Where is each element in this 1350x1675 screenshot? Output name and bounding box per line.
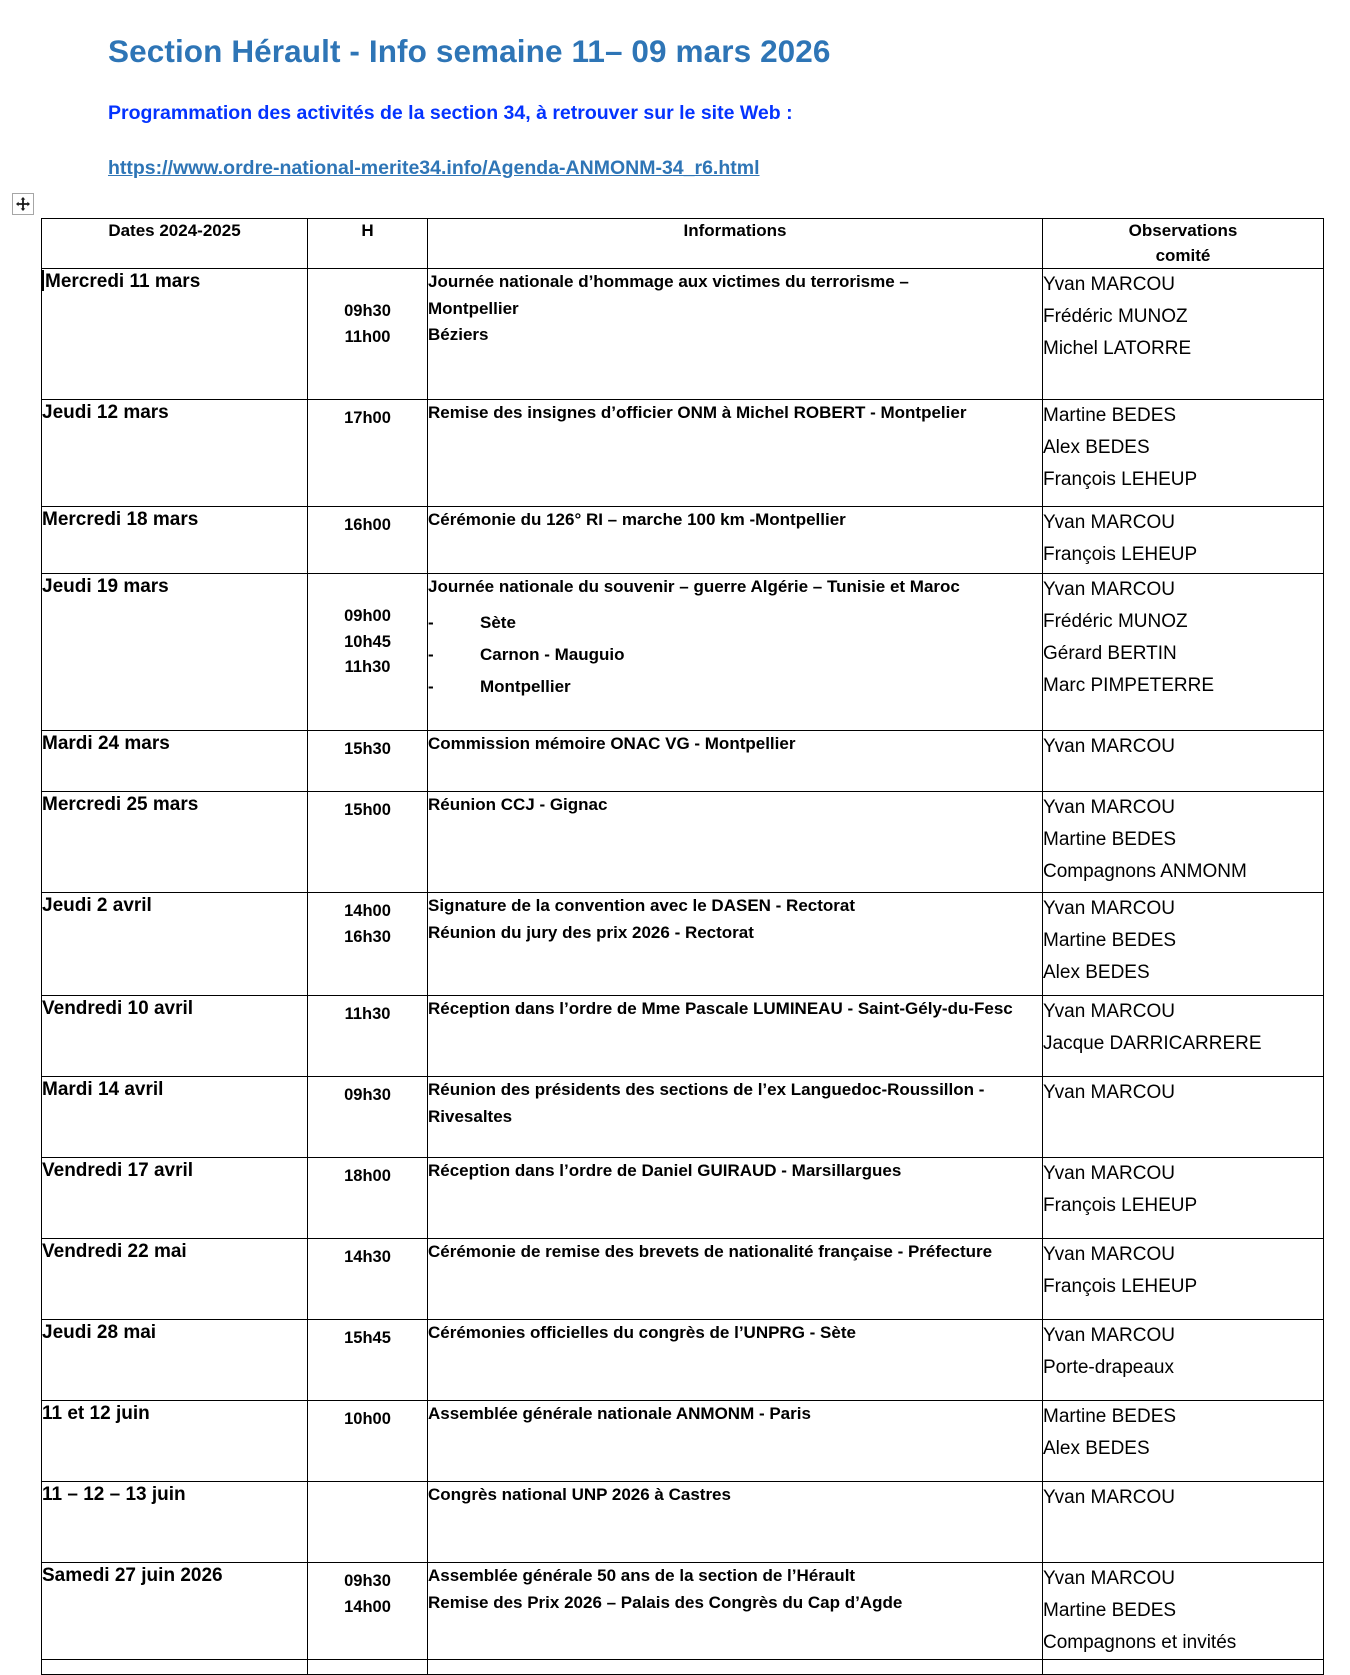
hour-line: 14h30 [344, 1248, 391, 1267]
cell-hour[interactable] [308, 893, 428, 996]
cell-observations[interactable] [1043, 1660, 1324, 1675]
observation-line: Yvan MARCOU [1043, 512, 1175, 534]
cell-hour[interactable] [308, 1077, 428, 1158]
observation-line: Yvan MARCOU [1043, 1568, 1175, 1590]
info-line: Remise des insignes d’officier ONM à Michel ROBERT - Montpelier [428, 403, 967, 423]
agenda-table [41, 218, 1324, 1675]
cell-informations[interactable] [428, 996, 1043, 1077]
cell-date[interactable] [42, 1660, 308, 1675]
page-subtitle: Programmation des activités de la section 34, à retrouver sur le site Web : [108, 102, 793, 125]
table-row [42, 1401, 1324, 1482]
list-item-label: Sète [480, 612, 516, 632]
info-line: Réunion du jury des prix 2026 - Rectorat [428, 922, 754, 942]
cell-observations[interactable] [1043, 1158, 1324, 1239]
cell-informations[interactable] [428, 1401, 1043, 1482]
cell-informations[interactable] [428, 400, 1043, 507]
cell-date[interactable]: Mardi 24 mars [42, 731, 308, 792]
hour-line: 15h00 [344, 801, 391, 820]
hour-line: 16h00 [344, 516, 391, 535]
observation-line: Yvan MARCOU [1043, 1163, 1175, 1185]
observation-line: Martine BEDES [1043, 829, 1177, 851]
hour-line: 11h30 [344, 1005, 391, 1024]
cell-date[interactable]: Vendredi 10 avril [42, 996, 308, 1077]
cell-observations[interactable] [1043, 507, 1324, 574]
table-header-row [42, 219, 1324, 269]
table-row [42, 1239, 1324, 1320]
cell-informations[interactable] [428, 792, 1043, 893]
info-line: Cérémonie du 126° RI – marche 100 km -Montpellier [428, 510, 846, 530]
list-item-label: Montpellier [480, 677, 571, 697]
hour-line: 16h30 [344, 927, 391, 946]
observation-line: Martine BEDES [1043, 1406, 1177, 1428]
info-line: Assemblée générale nationale ANMONM - Paris [428, 1404, 811, 1424]
hour-line: 10h45 [344, 632, 391, 651]
hour-line: 18h00 [344, 1167, 391, 1186]
cell-date[interactable]: Jeudi 2 avril [42, 893, 308, 996]
table-row [42, 1320, 1324, 1401]
observation-line: Yvan MARCOU [1043, 1487, 1175, 1509]
cell-hour[interactable] [308, 1320, 428, 1401]
table-row [42, 1563, 1324, 1660]
cell-date[interactable]: Samedi 27 juin 2026 [42, 1563, 308, 1660]
observation-line: Frédéric MUNOZ [1043, 306, 1188, 328]
cell-observations[interactable] [1043, 893, 1324, 996]
cell-observations[interactable] [1043, 1077, 1324, 1158]
observation-line: Alex BEDES [1043, 1438, 1150, 1460]
column-header-informations: Informations [428, 219, 1043, 269]
page-title: Section Hérault - Info semaine 11– 09 mars 2026 [108, 33, 831, 69]
observation-line: François LEHEUP [1043, 544, 1198, 566]
info-line: Assemblée générale 50 ans de la section de l’Hérault [428, 1566, 856, 1586]
info-line: Montpellier [428, 298, 519, 318]
table-row [42, 1158, 1324, 1239]
info-line: Commission mémoire ONAC VG - Montpellier [428, 734, 796, 754]
dash-bullet-icon: - [428, 677, 434, 697]
column-header-observations [1043, 219, 1324, 269]
observation-line: Frédéric MUNOZ [1043, 611, 1188, 633]
cell-informations[interactable] [428, 731, 1043, 792]
observation-line: François LEHEUP [1043, 1195, 1198, 1217]
cell-informations[interactable] [428, 507, 1043, 574]
hour-line: 10h00 [344, 1410, 391, 1429]
table-row [42, 1482, 1324, 1563]
hour-line: 09h00 [344, 607, 391, 626]
table-row [42, 507, 1324, 574]
observation-line: Compagnons ANMONM [1043, 861, 1247, 883]
cell-informations[interactable] [428, 1239, 1043, 1320]
info-line: Réception dans l’ordre de Mme Pascale LUMINEAU - Saint-Gély-du-Fesc [428, 999, 1013, 1019]
column-header-hour: H [308, 219, 428, 269]
cell-hour[interactable] [308, 269, 428, 400]
cell-date[interactable] [42, 269, 308, 400]
hour-line: 14h00 [344, 1597, 391, 1616]
cell-date[interactable]: Mercredi 18 mars [42, 507, 308, 574]
cell-date[interactable]: Mardi 14 avril [42, 1077, 308, 1158]
cell-informations[interactable] [428, 1077, 1043, 1158]
observation-line: Jacque DARRICARRERE [1043, 1033, 1262, 1055]
cell-date[interactable]: 11 et 12 juin [42, 1401, 308, 1482]
observation-line: Alex BEDES [1043, 962, 1150, 984]
observation-line: François LEHEUP [1043, 1276, 1198, 1298]
hour-line: 09h30 [344, 1086, 391, 1105]
info-line: Réunion CCJ - Gignac [428, 795, 608, 815]
observation-line: Yvan MARCOU [1043, 274, 1175, 296]
cell-date[interactable]: Vendredi 22 mai [42, 1239, 308, 1320]
observation-line: Gérard BERTIN [1043, 643, 1177, 665]
info-line: Réunion des présidents des sections de l’ex Languedoc-Roussillon - Rivesaltes [428, 1080, 985, 1126]
cell-informations[interactable] [428, 269, 1043, 400]
list-item-label: Carnon - Mauguio [480, 644, 625, 664]
observation-line: Porte-drapeaux [1043, 1357, 1174, 1379]
cell-date[interactable]: 11 – 12 – 13 juin [42, 1482, 308, 1563]
cell-observations[interactable] [1043, 1563, 1324, 1660]
hour-line: 14h00 [344, 902, 391, 921]
cell-informations[interactable] [428, 574, 1043, 731]
cell-observations[interactable] [1043, 269, 1324, 400]
cell-hour[interactable] [308, 400, 428, 507]
cell-informations[interactable] [428, 1158, 1043, 1239]
info-line: Cérémonie de remise des brevets de nationalité française - Préfecture [428, 1242, 993, 1262]
cell-hour[interactable] [308, 574, 428, 731]
observation-line: Yvan MARCOU [1043, 1082, 1175, 1104]
list-item [428, 607, 1042, 639]
cell-observations[interactable] [1043, 1401, 1324, 1482]
cell-hour[interactable] [308, 792, 428, 893]
observation-line: Marc PIMPETERRE [1043, 675, 1215, 696]
cell-observations[interactable] [1043, 1482, 1324, 1563]
observation-line: Martine BEDES [1043, 930, 1177, 952]
cell-date[interactable]: Jeudi 12 mars [42, 400, 308, 507]
hour-line: 11h30 [344, 658, 391, 677]
cell-observations[interactable] [1043, 400, 1324, 507]
info-line: Béziers [428, 324, 489, 344]
cell-informations[interactable] [428, 893, 1043, 996]
text-caret [42, 270, 44, 291]
hour-line: 17h00 [344, 409, 391, 428]
cell-observations[interactable] [1043, 574, 1324, 731]
info-line: Congrès national UNP 2026 à Castres [428, 1485, 731, 1505]
observation-line: François LEHEUP [1043, 469, 1198, 491]
column-header-observations-line1: Observations [1128, 221, 1238, 240]
list-item [428, 639, 1042, 671]
cell-date[interactable]: Vendredi 17 avril [42, 1158, 308, 1239]
document-header [0, 0, 1350, 180]
info-line: Réception dans l’ordre de Daniel GUIRAUD - Marsillargues [428, 1161, 902, 1181]
column-header-dates: Dates 2024-2025 [42, 219, 308, 269]
table-row [42, 574, 1324, 731]
observation-line: Yvan MARCOU [1043, 579, 1175, 601]
observation-line: Yvan MARCOU [1043, 1325, 1175, 1347]
observation-line: Yvan MARCOU [1043, 1001, 1175, 1023]
cell-informations[interactable] [428, 1482, 1043, 1563]
cell-observations[interactable] [1043, 1239, 1324, 1320]
observation-line: Yvan MARCOU [1043, 797, 1175, 819]
dash-bullet-icon: - [428, 612, 434, 632]
cell-observations[interactable] [1043, 731, 1324, 792]
table-row [42, 731, 1324, 792]
agenda-website-link[interactable]: https://www.ordre-national-merite34.info/Agenda-ANMONM-34_r6.html [108, 156, 760, 179]
hour-line: 15h45 [344, 1329, 391, 1348]
cell-date-text: Mercredi 11 mars [45, 271, 201, 293]
cell-hour[interactable] [308, 1563, 428, 1660]
table-row [42, 1077, 1324, 1158]
hour-line: 09h30 [344, 302, 391, 321]
info-line: Cérémonies officielles du congrès de l’UNPRG - Sète [428, 1323, 856, 1343]
cell-hour[interactable] [308, 996, 428, 1077]
hour-line: 11h00 [344, 327, 391, 346]
table-row [42, 400, 1324, 507]
observation-line: Alex BEDES [1043, 437, 1150, 459]
cell-observations[interactable] [1043, 996, 1324, 1077]
cell-observations[interactable] [1043, 792, 1324, 893]
cell-informations[interactable] [428, 1563, 1043, 1660]
table-row [42, 996, 1324, 1077]
observation-line: Michel LATORRE [1043, 338, 1192, 360]
cell-hour[interactable] [308, 1158, 428, 1239]
table-row [42, 1660, 1324, 1675]
cell-informations[interactable] [428, 1660, 1043, 1675]
table-move-handle[interactable] [12, 193, 34, 215]
table-row [42, 269, 1324, 400]
info-line: Remise des Prix 2026 – Palais des Congrès du Cap d’Agde [428, 1592, 903, 1612]
info-sublist [428, 607, 1042, 704]
table-row [42, 792, 1324, 893]
hour-line: 15h30 [344, 740, 391, 759]
cell-hour[interactable] [308, 507, 428, 574]
cell-date[interactable]: Jeudi 19 mars [42, 574, 308, 731]
info-line: Journée nationale du souvenir – guerre Algérie – Tunisie et Maroc [428, 577, 960, 597]
link-row [108, 127, 1350, 180]
list-item [428, 671, 1042, 703]
observation-line: Yvan MARCOU [1043, 898, 1175, 920]
cell-hour[interactable] [308, 1401, 428, 1482]
observation-line: Compagnons et invités [1043, 1632, 1237, 1654]
cell-observations[interactable] [1043, 1320, 1324, 1401]
cell-informations[interactable] [428, 1320, 1043, 1401]
info-line: Journée nationale d’hommage aux victimes du terrorisme – [428, 272, 909, 292]
cell-date[interactable]: Jeudi 28 mai [42, 1320, 308, 1401]
cell-hour[interactable] [308, 731, 428, 792]
observation-line: Martine BEDES [1043, 1600, 1177, 1622]
cell-hour[interactable] [308, 1482, 428, 1563]
observation-line: Yvan MARCOU [1043, 1244, 1175, 1266]
hour-line: 09h30 [344, 1572, 391, 1591]
observation-line: Yvan MARCOU [1043, 736, 1175, 758]
info-line: Signature de la convention avec le DASEN - Rectorat [428, 896, 856, 916]
agenda-table-container [41, 218, 1323, 1675]
observation-line: Martine BEDES [1043, 405, 1177, 427]
column-header-observations-line2: comité [1155, 245, 1211, 265]
cell-hour[interactable] [308, 1660, 428, 1675]
dash-bullet-icon: - [428, 644, 434, 664]
move-cross-icon [16, 197, 30, 211]
table-row [42, 893, 1324, 996]
cell-hour[interactable] [308, 1239, 428, 1320]
cell-date[interactable]: Mercredi 25 mars [42, 792, 308, 893]
